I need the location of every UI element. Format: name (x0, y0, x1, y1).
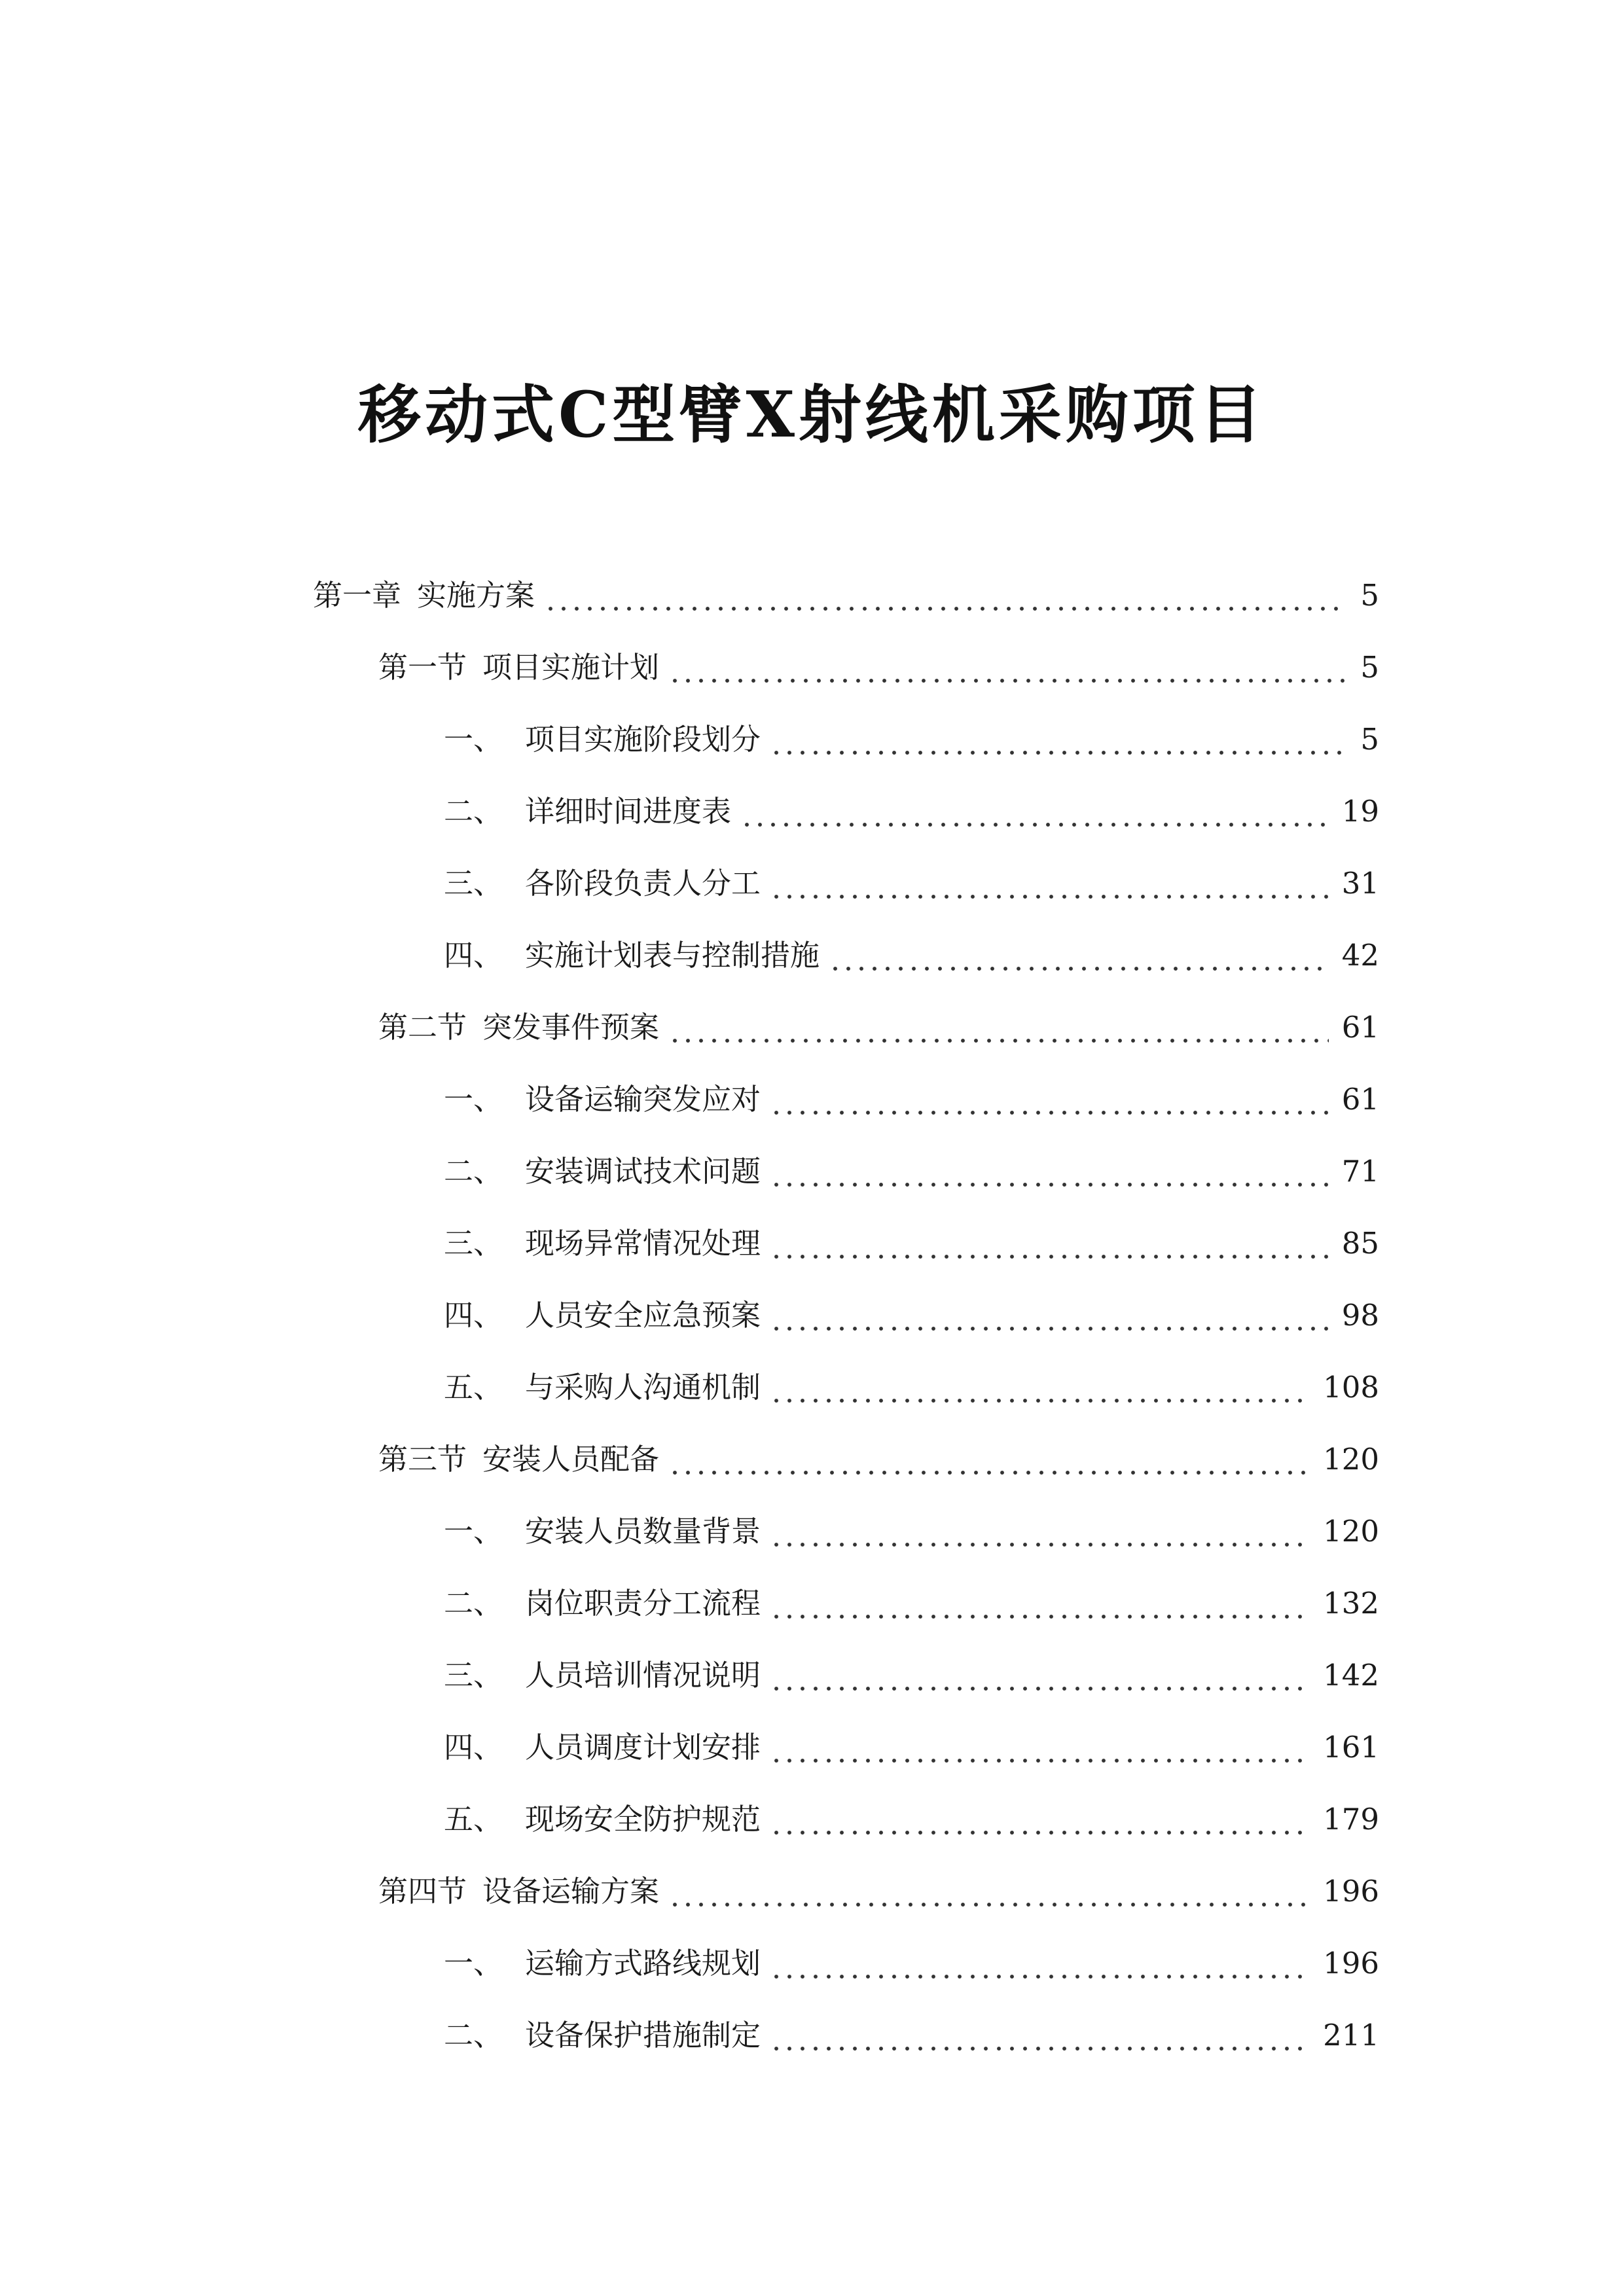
toc-entry-number: 第一节 (378, 650, 467, 685)
toc-entry-label: 安装人员数量背景 (525, 1514, 761, 1549)
toc-entry[interactable] (0, 560, 1624, 632)
toc-entry-label: 岗位职责分工流程 (525, 1586, 761, 1621)
dot-leader (770, 2016, 1310, 2055)
dot-leader (740, 792, 1329, 831)
toc-entry[interactable] (0, 632, 1624, 704)
dot-leader (829, 936, 1329, 975)
toc-entry[interactable] (0, 1352, 1624, 1424)
toc-entry-page: 31 (1341, 866, 1379, 901)
toc-entry-number: 二、 (444, 794, 503, 829)
toc-entry-page: 71 (1341, 1154, 1379, 1189)
dot-leader (668, 1872, 1310, 1911)
toc-entry-label: 人员调度计划安排 (525, 1730, 761, 1765)
toc-entry-label: 设备运输方案 (482, 1874, 660, 1909)
toc-entry-number: 四、 (444, 1730, 503, 1765)
toc-entry[interactable] (0, 1856, 1624, 1928)
toc-entry[interactable] (0, 1136, 1624, 1208)
dot-leader (770, 720, 1347, 759)
toc-entry-page: 61 (1341, 1010, 1379, 1045)
toc-entry-label: 项目实施计划 (482, 650, 660, 685)
toc-entry-label: 各阶段负责人分工 (525, 866, 761, 901)
toc-entry-number: 三、 (444, 1226, 503, 1261)
toc-entry-label: 人员培训情况说明 (525, 1658, 761, 1693)
toc-entry-number: 四、 (444, 1298, 503, 1333)
toc-entry-number: 二、 (444, 1586, 503, 1621)
toc-entry-label: 与采购人沟通机制 (525, 1370, 761, 1405)
document-title: 移动式C型臂X射线机采购项目 (358, 378, 1266, 452)
toc-entry-label: 项目实施阶段划分 (525, 722, 761, 757)
dot-leader (770, 1368, 1310, 1407)
toc-entry[interactable] (0, 1064, 1624, 1136)
toc-entry-page: 211 (1323, 2018, 1379, 2053)
toc-entry-number: 第一章 (313, 578, 402, 613)
toc-entry-label: 设备运输突发应对 (525, 1082, 761, 1117)
dot-leader (668, 1440, 1310, 1479)
toc-entry-page: 42 (1341, 938, 1379, 973)
toc-entry-label: 运输方式路线规划 (525, 1946, 761, 1981)
dot-leader (668, 1008, 1329, 1047)
toc-entry[interactable] (0, 920, 1624, 992)
toc-entry-page: 85 (1341, 1226, 1379, 1261)
toc-entry-number: 一、 (444, 1082, 503, 1117)
toc-entry[interactable] (0, 1280, 1624, 1352)
toc-entry-page: 61 (1341, 1082, 1379, 1117)
dot-leader (544, 576, 1347, 615)
toc-entry-label: 详细时间进度表 (525, 794, 732, 829)
toc-entry-number: 第三节 (378, 1442, 467, 1477)
toc-entry-page: 179 (1323, 1802, 1379, 1837)
toc-entry-number: 三、 (444, 1658, 503, 1693)
toc-entry-label: 安装人员配备 (482, 1442, 660, 1477)
dot-leader (770, 1944, 1310, 1983)
toc-entry-page: 161 (1323, 1730, 1379, 1765)
toc-entry-number: 三、 (444, 866, 503, 901)
toc-entry-page: 142 (1323, 1658, 1379, 1693)
toc-entry-number: 一、 (444, 1514, 503, 1549)
toc-entry[interactable] (0, 1496, 1624, 1568)
toc-entry-label: 突发事件预案 (482, 1010, 660, 1045)
toc-entry[interactable] (0, 2000, 1624, 2072)
toc-entry-label: 设备保护措施制定 (525, 2018, 761, 2053)
dot-leader (770, 1656, 1310, 1695)
toc-entry[interactable] (0, 1712, 1624, 1784)
toc-entry-number: 二、 (444, 2018, 503, 2053)
dot-leader (770, 1800, 1310, 1839)
dot-leader (770, 1584, 1310, 1623)
toc-entry-page: 196 (1323, 1874, 1379, 1909)
dot-leader (770, 1152, 1329, 1191)
toc-entry[interactable] (0, 1784, 1624, 1856)
toc-entry-label: 人员安全应急预案 (525, 1298, 761, 1333)
toc-entry-number: 五、 (444, 1802, 503, 1837)
toc-entry-number: 四、 (444, 938, 503, 973)
dot-leader (770, 1728, 1310, 1767)
toc-entry-page: 19 (1341, 794, 1379, 829)
toc-entry-page: 120 (1323, 1442, 1379, 1477)
toc-entry-number: 一、 (444, 722, 503, 757)
toc-entry[interactable] (0, 776, 1624, 848)
toc-entry-page: 5 (1360, 578, 1379, 613)
dot-leader (770, 1296, 1329, 1335)
toc-entry-number: 二、 (444, 1154, 503, 1189)
dot-leader (770, 1512, 1310, 1551)
toc-entry-label: 现场异常情况处理 (525, 1226, 761, 1261)
toc-entry-label: 现场安全防护规范 (525, 1802, 761, 1837)
table-of-contents (0, 560, 1624, 2072)
toc-entry-page: 196 (1323, 1946, 1379, 1981)
toc-entry-page: 5 (1360, 722, 1379, 757)
toc-entry[interactable] (0, 1640, 1624, 1712)
toc-entry-number: 一、 (444, 1946, 503, 1981)
toc-entry-page: 98 (1341, 1298, 1379, 1333)
toc-entry[interactable] (0, 848, 1624, 920)
toc-entry-label: 实施计划表与控制措施 (525, 938, 820, 973)
toc-entry-page: 132 (1323, 1586, 1379, 1621)
toc-entry-label: 实施方案 (417, 578, 535, 613)
toc-entry-number: 五、 (444, 1370, 503, 1405)
dot-leader (770, 864, 1329, 903)
toc-entry[interactable] (0, 1208, 1624, 1280)
toc-entry[interactable] (0, 1928, 1624, 2000)
toc-entry[interactable] (0, 992, 1624, 1064)
dot-leader (668, 648, 1347, 687)
toc-entry[interactable] (0, 704, 1624, 776)
toc-entry-number: 第四节 (378, 1874, 467, 1909)
toc-entry[interactable] (0, 1424, 1624, 1496)
dot-leader (770, 1224, 1329, 1263)
toc-entry-label: 安装调试技术问题 (525, 1154, 761, 1189)
toc-entry[interactable] (0, 1568, 1624, 1640)
dot-leader (770, 1080, 1329, 1119)
toc-entry-page: 5 (1360, 650, 1379, 685)
toc-entry-number: 第二节 (378, 1010, 467, 1045)
toc-entry-page: 120 (1323, 1514, 1379, 1549)
toc-entry-page: 108 (1323, 1370, 1379, 1405)
